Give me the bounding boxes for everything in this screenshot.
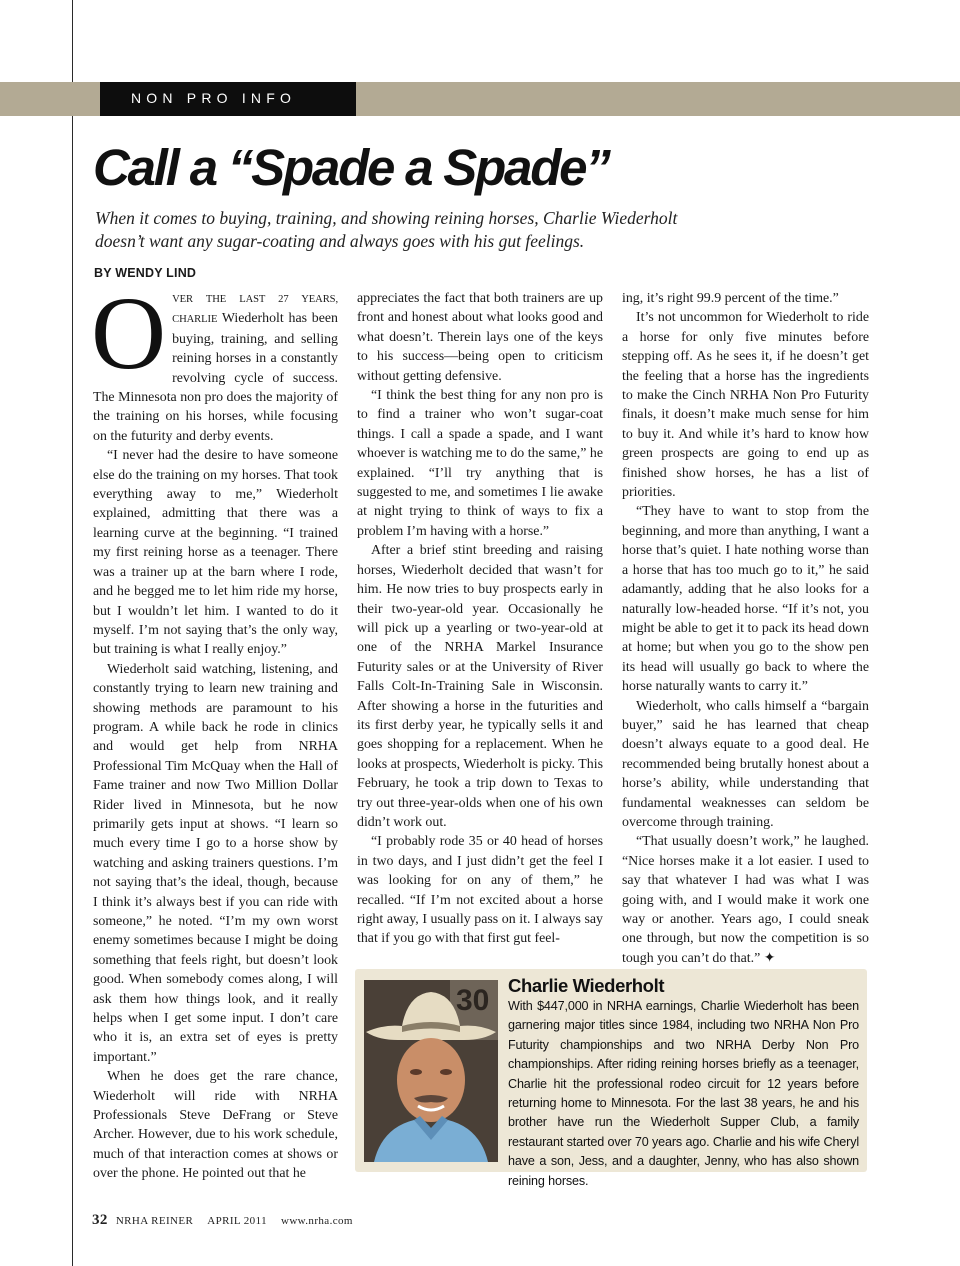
photo-number-text: 30 [456,984,490,1017]
publication-name: NRHA REINER [115,1215,194,1227]
article-paragraph: After a brief stint breeding and raising horses, Wiederholt decided that wasn’t for him. He now tries to buy prospects early in their two-year-old year. Occasionally he will pick up a yearling or two-year-old at one of the NRHA Markel Insurance Futurity sales or at the University of River Falls Colt-In-Training Sale in Wisconsin. After showing a horse in the futurities and its first derby year, he typically sells it and goes shopping for a replacement. When he looks at prospects, Wiederholt is picky. This February, he took a trip down to Texas to try out three-year-olds when one of his own didn’t work out. [357,543,603,830]
article-column-2 [357,289,603,949]
article-paragraph: “I probably rode 35 or 40 head of horses in two days, and I just didn’t get the feel I was looking for on any of them,” he recalled. “If I’m not excited about a horse right away, I usually pass on it. I always say that if you go with that first gut feel- [357,834,603,947]
closing-quote-text: “That usually doesn’t work,” he laughed. “Nice horses make it a lot easier. I used to say that whatever I had was what I was going with, and I would make it work one way or another. Years ago, I could sneak one through, but now the competition is so tough you can’t do that.” [622,834,869,966]
article-paragraph: It’s not uncommon for Wiederholt to ride a horse for only five minutes before stepping off. As he sees it, if he doesn’t get the feeling that a horse has the ingredients to make the Cinch NRHA Non Pro Futurity finals, it doesn’t make much sense for him to buy it. And while it’s hard to know how green prospects are going to end up as finished show horses, he has a list of priorities. [622,310,869,501]
lead-in-caps: VER THE LAST 27 YEARS, CHARLIE [172,294,338,326]
headline: Call a “Spade a Spade” [93,139,609,196]
portrait-illustration [364,980,498,1162]
article-paragraph [622,832,869,968]
article-paragraph: “I never had the desire to have someone else do the training on my horses. That took everything away to me,” Wiederholt explained, admitting that there was a learning curve at the beginning. “I trained my first reining horse as a teenager. There was a trainer up at the barn where I rode, and he begged me to let him ride my horse, but I wouldn’t let him. I wanted to do it myself. I’m not saying that’s the only way, but training is what I really enjoy.” [93,448,338,658]
margin-rule [72,0,73,1266]
sidebar-bio: With $447,000 in NRHA earnings, Charlie Wiederholt has been garnering major titles since 1984, including two NRHA Non Pro Futurity championships and two NRHA Derby Non Pro championships. After riding reining horses briefly as a teenager, Charlie hit the professional rodeo circuit for 12 years before returning home to Minnesota. For the last 38 years, he and his brother have run the Wiederholt Supper Club, a family restaurant started over 70 years ago. Charlie and his wife Cheryl have a son, Jess, and a daughter, Jenny, who has also shown reining horses. [508,999,859,1188]
page-footer [92,1212,353,1229]
article-paragraph: appreciates the fact that both trainers are up front and honest about what looks good and what doesn’t. Therein lays one of the keys to his success—being open to criticism without getting defensive. [357,291,603,384]
website-url: www.nrha.com [280,1215,353,1227]
article-paragraph: ing, it’s right 99.9 percent of the time.” [622,291,839,306]
drop-cap: O [91,276,167,391]
section-label: NON PRO INFO [131,90,297,106]
article-paragraph: “They have to want to stop from the beginning, and more than anything, I want a horse that’s quiet. I hate nothing worse than a horse that has too much go to it,” he said adamantly, adding that he also looks for a naturally low-headed horse. “If it’s not, you might be able to get it to pack its head down at home; but when you go to the show pen its head will usually go back to where the horse naturally wants to carry it.” [622,504,869,695]
lead-in-text: Wiederholt has been buying, training, and selling reining horses in a constantly revolving cycle of success. The Minnesota non pro does the majority of the training on his horses, while focusing on the futurity and derby events. [93,311,338,444]
article-column-3 [622,289,869,968]
article-paragraph: When he does get the rare chance, Wiederholt will ride with NRHA Professionals Steve DeFrang or Steve Archer. However, due to his work schedule, much of that interaction comes at shows or over the phone. He pointed out that he [93,1069,338,1182]
byline: BY WENDY LIND [94,266,197,280]
article-paragraph: “I think the best thing for any non pro is to find a trainer who won’t sugar-coat things. I call a spade a spade, and I want whoever is watching me to do the same,” he explained. “I’ll try anything that is suggested to me, and sometimes I lie awake at night trying to think of ways to fix a problem I’m having with a horse.” [357,388,603,539]
article-paragraph: Wiederholt, who calls himself a “bargain buyer,” said he has learned that cheap doesn’t always equate to a good deal. He recommended being brutally honest about a horse’s ability, while understanding that fundamental weaknesses can seldom be overcome through training. [622,698,869,830]
article-column-1 [91,276,338,1184]
portrait-photo [364,980,498,1162]
issue-date: APRIL 2011 [207,1215,267,1227]
sidebar-title: Charlie Wiederholt [508,975,665,996]
deck: When it comes to buying, training, and showing reining horses, Charlie Wiederholt doesn’t want any sugar-coating and always goes with his gut feelings. [95,208,678,251]
article-paragraph: Wiederholt said watching, listening, and constantly trying to learn new training and showing methods are paramount to his program. A while back he rode in clinics and would get help from NRHA Professional Tim McQuay when the Hall of Fame trainer and now Two Million Dollar Rider lived in Minnesota, but he now primarily gets input at shows. “I learn so much every time I go to a horse show by watching and asking trainers questions. I’m not saying that’s the ideal, though, because I think it’s always best if you can ride with someone,” he noted. “I’m my own worst enemy sometimes because I might be doing something that feels right, but doesn’t look good. When somebody comes along, I will ask them how things look, and it really helps when I get some input. I don’t care who it is, an extra set of eyes is pretty important.” [93,661,338,1065]
end-mark-icon: ✦ [763,950,776,966]
page-number: 32 [92,1212,108,1228]
article-paragraph [91,276,338,446]
